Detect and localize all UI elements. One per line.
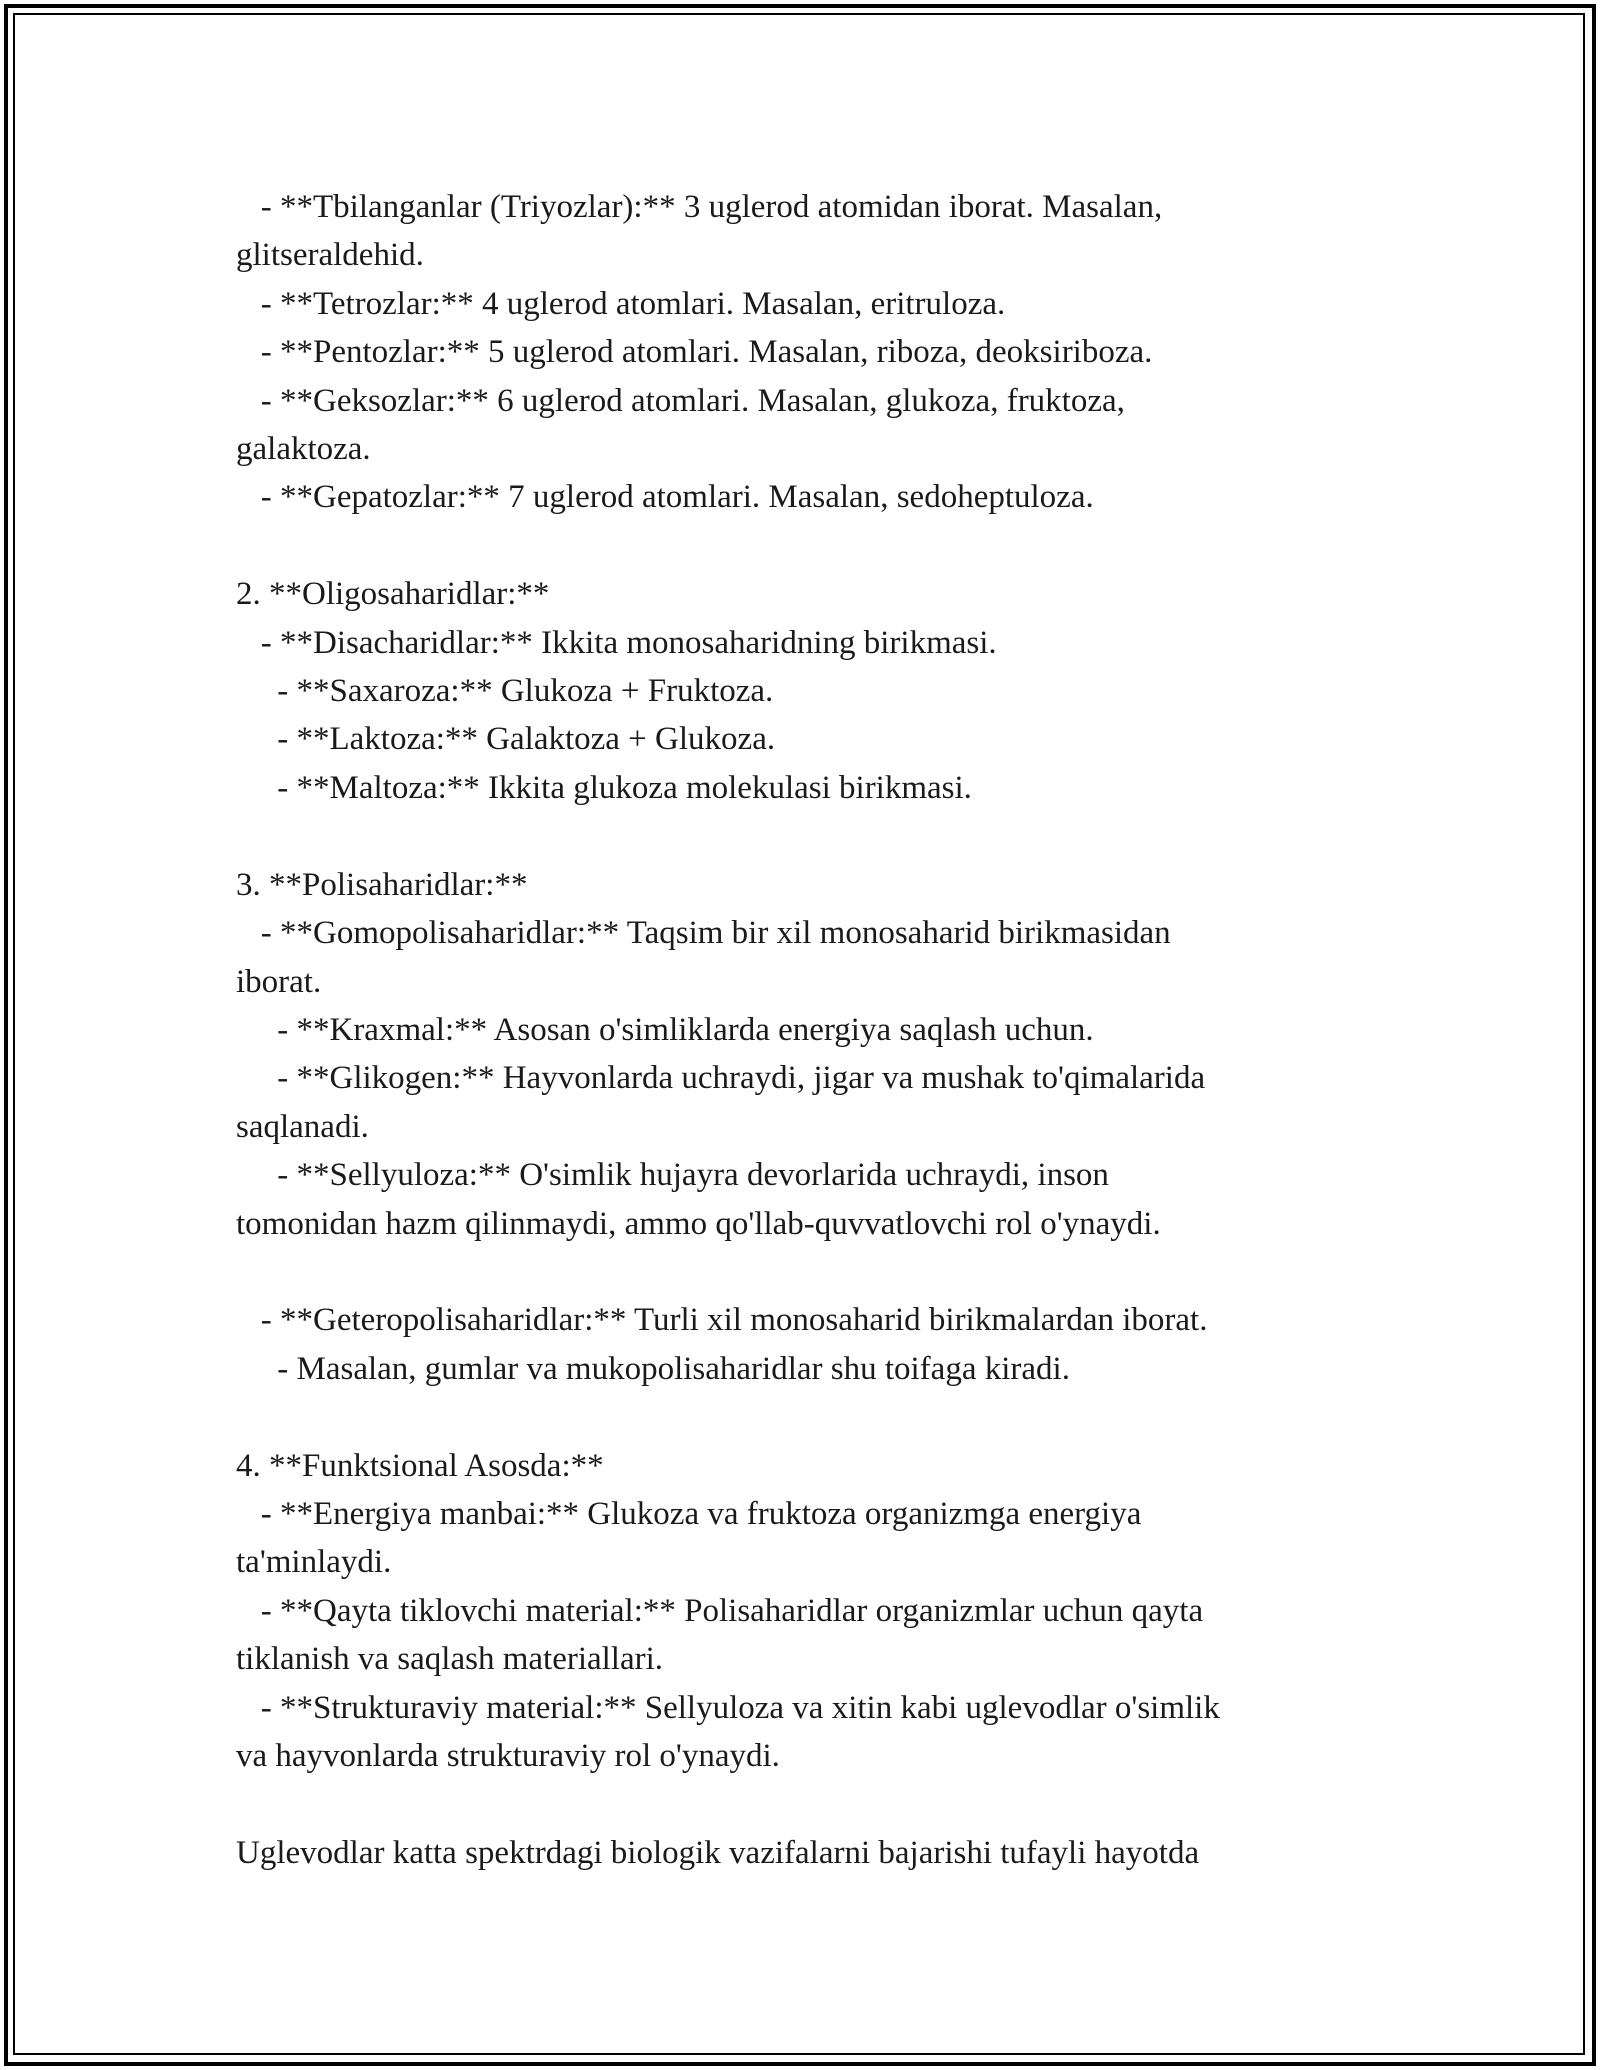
document-body-text: - **Tbilanganlar (Triyozlar):** 3 uglerod atomidan iborat. Masalan, glitseraldehid. - **Tetrozlar:** 4 uglerod atomlari. Masalan, eritruloza. - **Pentozlar:** 5 uglerod atomlari. Masalan, riboza, deoksiriboza. - **Geksozlar:** 6 uglerod atomlari. Masalan, glukoza, fruktoza, galaktoza. - **Gepatozlar:** 7 uglerod atomlari. Masalan, sedoheptuloza. 2. **Oligosaharidlar:** - **Disacharidlar:** Ikkita monosaharidning birikmasi. - **Saxaroza:** Glukoza + Fruktoza. - **Laktoza:** Galaktoza + Glukoza. - **Maltoza:** Ikkita glukoza molekulasi birikmasi. 3. **Polisaharidlar:** - **Gomopolisaharidlar:** Taqsim bir xil monosaharid birikmasidan iborat. - **Kraxmal:** Asosan o'simliklarda energiya saqlash uchun. - **Glikogen:** Hayvonlarda uchraydi, jigar va mushak to'qimalarida saqlanadi. - **Sellyuloza:** O'simlik hujayra devorlarida uchraydi, inson tomonidan hazm qilinmaydi, ammo qo'llab-quvvatlovchi rol o'ynaydi. - **Geteropolisaharidlar:** Turli xil monosaharid birikmalardan iborat. - Masalan, gumlar va mukopolisaharidlar shu toifaga kiradi. 4. **Funktsional Asosda:** - **Energiya manbai:** Glukoza va fruktoza organizmga energiya ta'minlaydi. - **Qayta tiklovchi material:** Polisaharidlar organizmlar uchun qayta tiklanish va saqlash materiallari. - **Strukturaviy material:** Sellyuloza va xitin kabi uglevodlar o'simlik va hayvonlarda strukturaviy rol o'ynaydi. Uglevodlar katta spektrdagi biologik vazifalarni bajarishi tufayli hayotda — [236, 189, 1220, 1871]
